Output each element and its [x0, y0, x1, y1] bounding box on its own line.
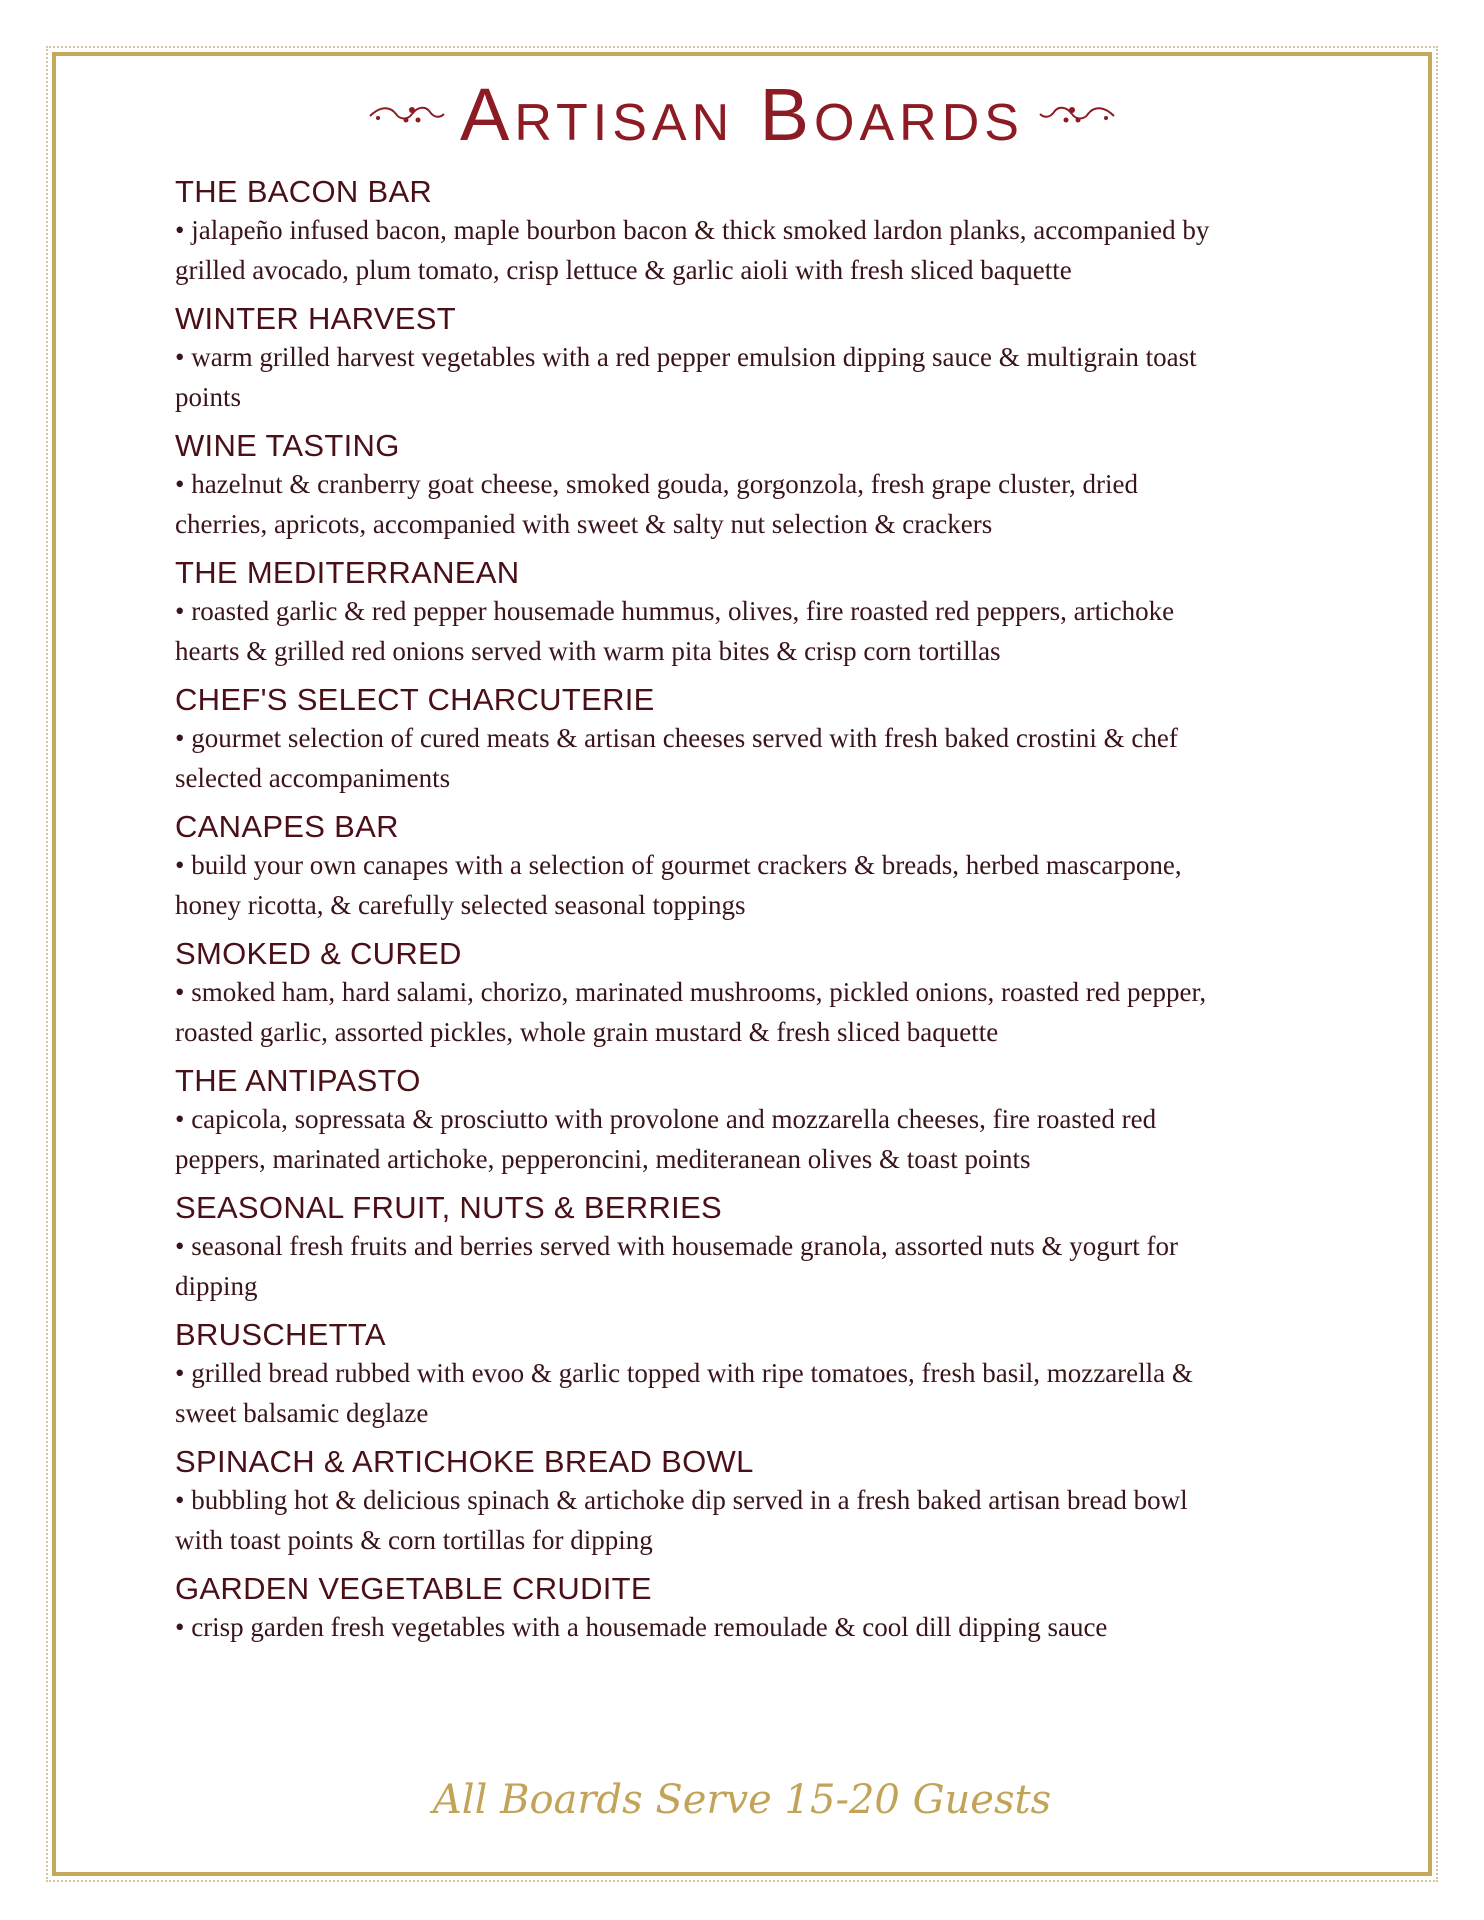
item-description: • grilled bread rubbed with evoo & garlic topped with ripe tomatoes, fresh basil, mozzarella & sweet balsamic deglaze	[175, 1358, 1193, 1428]
page-title: Artisan Boards	[460, 73, 1024, 156]
item-name: CHEF'S SELECT CHARCUTERIE	[175, 682, 655, 717]
item-name: WINE TASTING	[175, 428, 400, 463]
item-description: • bubbling hot & delicious spinach & artichoke dip served in a fresh baked artisan bread bowl with toast points & corn tortillas for dipping	[175, 1485, 1188, 1555]
menu-item	[175, 808, 1235, 925]
item-name: THE ANTIPASTO	[175, 1063, 421, 1098]
menu-item	[175, 1570, 1235, 1647]
item-name: THE MEDITERRANEAN	[175, 555, 520, 590]
menu-item	[175, 1316, 1235, 1433]
item-description: • capicola, sopressata & prosciutto with provolone and mozzarella cheeses, fire roasted red peppers, marinated artichoke, pepperoncini, mediteranean olives & toast points	[175, 1104, 1157, 1174]
item-description: • hazelnut & cranberry goat cheese, smoked gouda, gorgonzola, fresh grape cluster, dried cherries, apricots, accompanied with sweet & salty nut selection & crackers	[175, 469, 1139, 539]
menu-item	[175, 427, 1235, 544]
item-description: • smoked ham, hard salami, chorizo, marinated mushrooms, pickled onions, roasted red pepper, roasted garlic, assorted pickles, whole grain mustard & fresh sliced baquette	[175, 977, 1207, 1047]
item-name: CANAPES BAR	[175, 809, 399, 844]
menu-list	[175, 173, 1235, 1657]
menu-item	[175, 1443, 1235, 1560]
item-name: BRUSCHETTA	[175, 1317, 386, 1352]
menu-item	[175, 300, 1235, 417]
item-name: THE BACON BAR	[175, 174, 433, 209]
item-name: SPINACH & ARTICHOKE BREAD BOWL	[175, 1444, 754, 1479]
item-description: • build your own canapes with a selection of gourmet crackers & breads, herbed mascarpone, honey ricotta, & carefully selected seasonal toppings	[175, 850, 1182, 920]
item-name: GARDEN VEGETABLE CRUDITE	[175, 1571, 652, 1606]
menu-item	[175, 1189, 1235, 1306]
item-description: • warm grilled harvest vegetables with a red pepper emulsion dipping sauce & multigrain toast points	[175, 342, 1197, 412]
item-name: SMOKED & CURED	[175, 936, 462, 971]
menu-item	[175, 935, 1235, 1052]
flourish-left-icon	[368, 102, 446, 128]
item-description: • crisp garden fresh vegetables with a housemade remoulade & cool dill dipping sauce	[175, 1612, 1108, 1642]
flourish-right-icon	[1038, 102, 1116, 128]
item-name: WINTER HARVEST	[175, 301, 456, 336]
servings-note: All Boards Serve 15-20 Guests	[432, 1777, 1052, 1823]
menu-item	[175, 1062, 1235, 1179]
item-description: • roasted garlic & red pepper housemade hummus, olives, fire roasted red peppers, artichoke hearts & grilled red onions served with warm pita bites & crisp corn tortillas	[175, 596, 1175, 666]
item-description: • jalapeño infused bacon, maple bourbon bacon & thick smoked lardon planks, accompanied by grilled avocado, plum tomato, crisp lettuce & garlic aioli with fresh sliced baquette	[175, 215, 1210, 285]
item-name: SEASONAL FRUIT, NUTS & BERRIES	[175, 1190, 723, 1225]
item-description: • gourmet selection of cured meats & artisan cheeses served with fresh baked crostini & chef selected accompaniments	[175, 723, 1178, 793]
item-description: • seasonal fresh fruits and berries served with housemade granola, assorted nuts & yogurt for dipping	[175, 1231, 1178, 1301]
title-row	[0, 70, 1484, 160]
menu-item	[175, 681, 1235, 798]
menu-item	[175, 173, 1235, 290]
menu-item	[175, 554, 1235, 671]
